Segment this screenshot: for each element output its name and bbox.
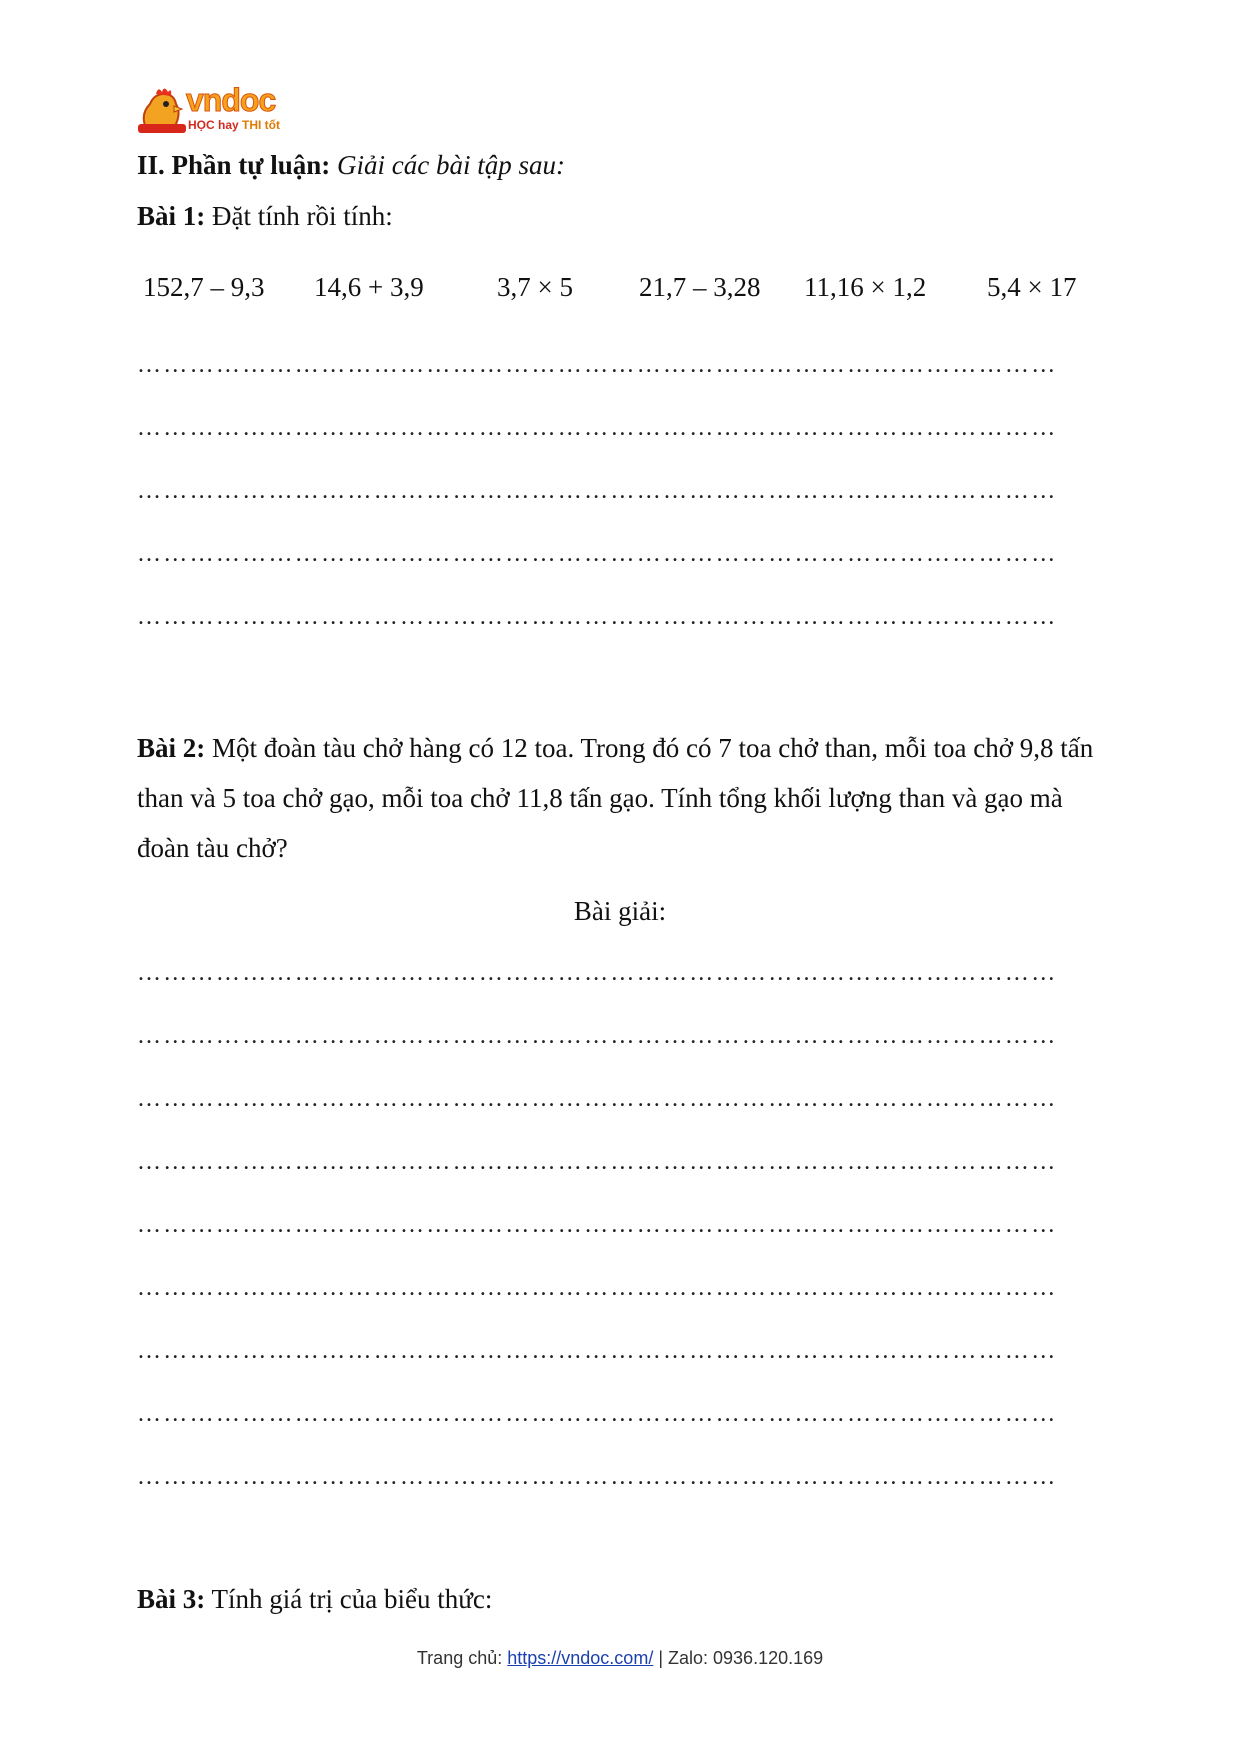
bai2-problem (137, 723, 1103, 873)
rooster-mascot-icon (136, 84, 188, 136)
page-footer (0, 1648, 1240, 1669)
answer-line[interactable]: …………………………………………………………………………………………… (137, 604, 1058, 630)
section-title (137, 150, 565, 181)
bai1-calc-4: 21,7 – 3,28 (639, 272, 761, 302)
bai1-calc-5: 11,16 × 1,2 (804, 272, 927, 302)
bai1-text: Đặt tính rồi tính: (205, 201, 393, 231)
answer-line[interactable]: …………………………………………………………………………………………… (137, 1401, 1058, 1427)
footer-zalo: | Zalo: 0936.120.169 (653, 1648, 824, 1668)
logo-tagline-part1: HỌC hay (188, 118, 243, 132)
section-title-italic: Giải các bài tập sau: (330, 150, 565, 180)
bai3-text: Tính giá trị của biểu thức: (205, 1584, 493, 1614)
answer-line[interactable]: …………………………………………………………………………………………… (137, 1023, 1058, 1049)
bai3-label: Bài 3: (137, 1584, 206, 1614)
logo-wordmark: vndoc (186, 82, 276, 118)
bai2-text: Một đoàn tàu chở hàng có 12 toa. Trong đó có 7 toa chở than, mỗi toa chở 9,8 tấn than và 5 toa chở gạo, mỗi toa chở 11,8 tấn gạo. Tính tổng khối lượng than và gạo mà đoàn tàu chở? (137, 733, 1094, 863)
answer-line[interactable]: …………………………………………………………………………………………… (137, 415, 1058, 441)
vndoc-logo[interactable] (136, 82, 296, 138)
bai1-heading (137, 201, 393, 232)
answer-line[interactable]: …………………………………………………………………………………………… (137, 541, 1058, 567)
bai1-calc-1: 152,7 – 9,3 (143, 272, 265, 302)
footer-prefix: Trang chủ: (416, 1648, 508, 1668)
logo-tagline-part2: THI tốt (242, 118, 281, 132)
bai1-label: Bài 1: (137, 201, 206, 231)
answer-line[interactable]: …………………………………………………………………………………………… (137, 1338, 1058, 1364)
bai2-solution-heading: Bài giải: (573, 896, 667, 926)
answer-line[interactable]: …………………………………………………………………………………………… (137, 1086, 1058, 1112)
bai1-calc-3: 3,7 × 5 (497, 272, 573, 302)
answer-line[interactable]: …………………………………………………………………………………………… (137, 960, 1058, 986)
logo-tagline (188, 118, 280, 132)
answer-line[interactable]: …………………………………………………………………………………………… (137, 1464, 1058, 1490)
answer-line[interactable]: …………………………………………………………………………………………… (137, 478, 1058, 504)
bai3-heading (137, 1584, 492, 1615)
answer-line[interactable]: …………………………………………………………………………………………… (137, 1212, 1058, 1238)
bai1-calc-2: 14,6 + 3,9 (314, 272, 424, 302)
bai2-label: Bài 2: (137, 733, 206, 763)
answer-line[interactable]: …………………………………………………………………………………………… (137, 1149, 1058, 1175)
answer-line[interactable]: …………………………………………………………………………………………… (137, 352, 1058, 378)
answer-line[interactable]: …………………………………………………………………………………………… (137, 1275, 1058, 1301)
bai1-calc-6: 5,4 × 17 (987, 272, 1077, 302)
section-title-bold: II. Phần tự luận: (137, 150, 331, 180)
footer-homepage-link[interactable]: https://vndoc.com/ (507, 1648, 654, 1668)
